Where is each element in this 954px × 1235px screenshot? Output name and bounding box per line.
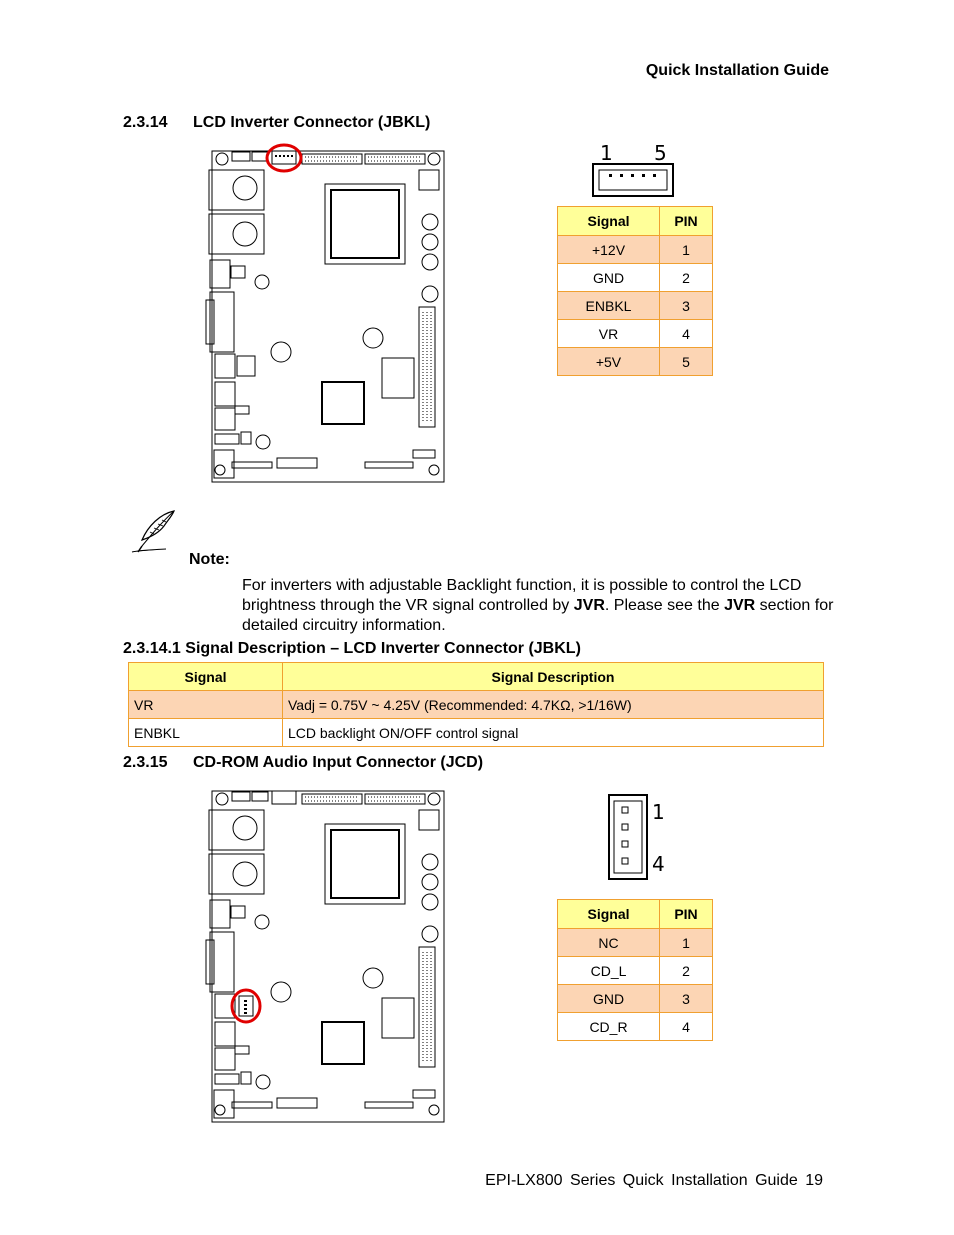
table-header-row [558,900,713,929]
pin-cell: 1 [660,236,713,264]
signal-cell: +5V [558,348,660,376]
table-row [558,320,713,348]
jbkl-connector-diagram [588,140,683,200]
feather-note-icon [130,508,180,556]
pin-cell: 3 [660,985,713,1013]
section-title: Signal Description – LCD Inverter Connector (JBKL) [185,640,581,657]
pin-cell: 2 [660,957,713,985]
jcd-connector-diagram [604,793,674,883]
section-number: 2.3.14 [123,114,168,131]
page-footer: EPI-LX800 Series Quick Installation Guide 19 [485,1172,823,1189]
section-number: 2.3.15 [123,754,168,771]
header-cell: PIN [660,207,713,236]
signal-cell: ENBKL [558,292,660,320]
signal-description-table [128,662,824,747]
table-header-row [558,207,713,236]
table-row [558,292,713,320]
page-header-title: Quick Installation Guide [645,62,829,79]
signal-cell: NC [558,929,660,957]
connector-label-pin1: 1 [652,800,665,824]
jcd-pin-table [557,899,713,1041]
signal-cell: GND [558,264,660,292]
pin-cell: 2 [660,264,713,292]
table-row [558,985,713,1013]
table-row [558,929,713,957]
board-diagram-jcd [205,782,450,1127]
signal-cell: VR [129,691,283,719]
signal-cell: ENBKL [129,719,283,747]
note-label: Note: [189,551,230,568]
section-title: LCD Inverter Connector (JBKL) [193,114,431,131]
pin-cell: 1 [660,929,713,957]
pin-cell: 3 [660,292,713,320]
section-heading-jcd [123,754,483,772]
connector-label-pin4: 4 [652,852,665,876]
pin-cell: 4 [660,320,713,348]
table-row [558,264,713,292]
pin-cell: 4 [660,1013,713,1041]
table-header-row [129,663,824,691]
signal-cell: VR [558,320,660,348]
section-number: 2.3.14.1 [123,640,181,657]
connector-label-pin5: 5 [654,141,667,165]
header-cell: Signal Description [283,663,824,691]
table-row [129,691,824,719]
section-title: CD-ROM Audio Input Connector (JCD) [193,754,484,771]
signal-cell: +12V [558,236,660,264]
board-diagram-jbkl [205,142,450,487]
header-cell: Signal [129,663,283,691]
header-cell: PIN [660,900,713,929]
header-cell: Signal [558,207,660,236]
jbkl-pin-table [557,206,713,376]
signal-cell: GND [558,985,660,1013]
section-heading-signal-description [123,640,581,658]
section-heading-jbkl [123,114,430,132]
table-row [558,348,713,376]
signal-cell: CD_R [558,1013,660,1041]
header-cell: Signal [558,900,660,929]
table-row [558,1013,713,1041]
pin-cell: 5 [660,348,713,376]
note-text: For inverters with adjustable Backlight function, it is possible to control the LCD brightness through the VR signal controlled by JVR. Please see the JVR section for detailed circuitry information. [242,577,834,634]
table-row [129,719,824,747]
table-row [558,957,713,985]
description-cell: Vadj = 0.75V ~ 4.25V (Recommended: 4.7KΩ, >1/16W) [283,691,824,719]
table-row [558,236,713,264]
signal-cell: CD_L [558,957,660,985]
description-cell: LCD backlight ON/OFF control signal [283,719,824,747]
connector-label-pin1: 1 [600,141,613,165]
